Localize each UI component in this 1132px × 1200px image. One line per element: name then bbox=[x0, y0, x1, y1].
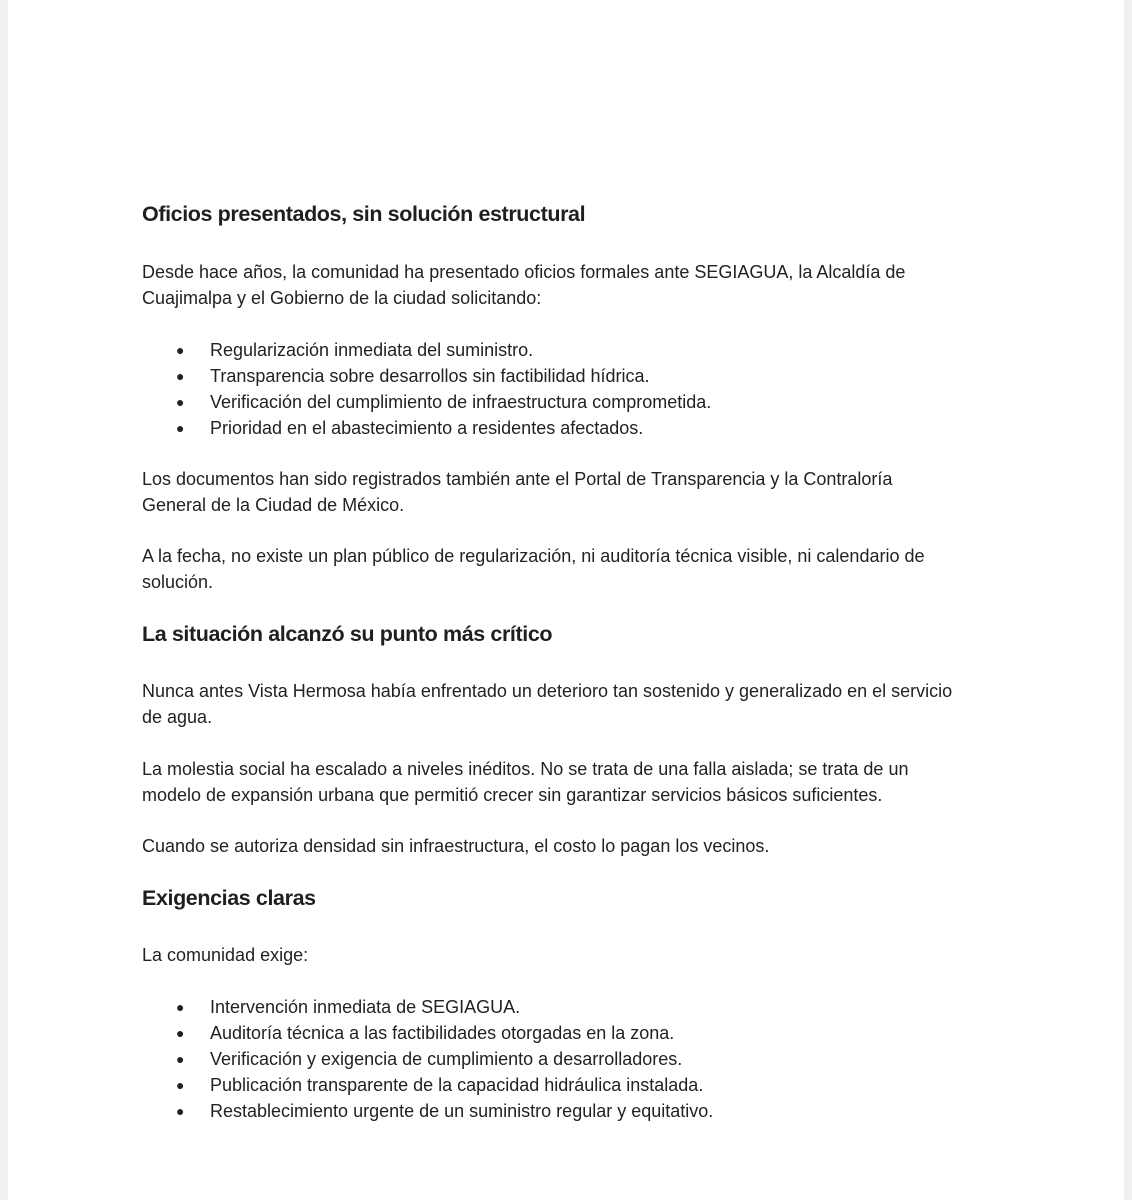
bullet-icon: ● bbox=[176, 368, 185, 384]
list-item: ● Verificación del cumplimiento de infraestructura comprometida. bbox=[142, 389, 711, 415]
heading-oficios-presentados: Oficios presentados, sin solución estructural bbox=[142, 202, 586, 226]
bullet-icon: ● bbox=[176, 1077, 185, 1093]
list-item: ● Intervención inmediata de SEGIAGUA. bbox=[142, 994, 713, 1020]
list-item: ● Publicación transparente de la capacidad hidráulica instalada. bbox=[142, 1072, 713, 1098]
bullet-icon: ● bbox=[176, 1051, 185, 1067]
paragraph-intro-line-1: Desde hace años, la comunidad ha presentado oficios formales ante SEGIAGUA, la Alcaldía de bbox=[142, 262, 906, 282]
bullet-icon: ● bbox=[176, 999, 185, 1015]
paragraph-registrados-line-2: General de la Ciudad de México. bbox=[142, 495, 405, 515]
paragraph-nunca-antes-line-1: Nunca antes Vista Hermosa había enfrentado un deterioro tan sostenido y generalizado en el servicio bbox=[142, 681, 953, 701]
document-page bbox=[8, 0, 1124, 1200]
paragraph-comunidad-exige: La comunidad exige: bbox=[142, 945, 309, 965]
paragraph-molestia-social-line-1: La molestia social ha escalado a niveles inéditos. No se trata de una falla aislada; se trata de un bbox=[142, 759, 909, 779]
list-item: ● Prioridad en el abastecimiento a residentes afectados. bbox=[142, 415, 711, 441]
list-item: ● Auditoría técnica a las factibilidades otorgadas en la zona. bbox=[142, 1020, 713, 1046]
paragraph-molestia-social bbox=[142, 756, 908, 808]
paragraph-a-la-fecha-line-2: solución. bbox=[142, 572, 214, 592]
list-item: ● Verificación y exigencia de cumplimiento a desarrolladores. bbox=[142, 1046, 713, 1072]
paragraph-registrados bbox=[142, 466, 892, 518]
demands-list bbox=[142, 994, 713, 1124]
paragraph-molestia-social-line-2: modelo de expansión urbana que permitió crecer sin garantizar servicios básicos suficientes. bbox=[142, 785, 883, 805]
request-list bbox=[142, 337, 711, 441]
paragraph-densidad: Cuando se autoriza densidad sin infraestructura, el costo lo pagan los vecinos. bbox=[142, 836, 770, 856]
bullet-icon: ● bbox=[176, 1025, 185, 1041]
paragraph-nunca-antes-line-2: de agua. bbox=[142, 707, 213, 727]
bullet-icon: ● bbox=[176, 342, 185, 358]
heading-exigencias-claras: Exigencias claras bbox=[142, 886, 316, 910]
paragraph-nunca-antes bbox=[142, 678, 952, 730]
paragraph-intro bbox=[142, 259, 905, 311]
paragraph-a-la-fecha bbox=[142, 543, 925, 595]
list-item: ● Restablecimiento urgente de un suministro regular y equitativo. bbox=[142, 1098, 713, 1124]
list-item: ● Regularización inmediata del suministro. bbox=[142, 337, 711, 363]
list-item: ● Transparencia sobre desarrollos sin factibilidad hídrica. bbox=[142, 363, 711, 389]
paragraph-intro-line-2: Cuajimalpa y el Gobierno de la ciudad solicitando: bbox=[142, 288, 542, 308]
bullet-icon: ● bbox=[176, 394, 185, 410]
bullet-icon: ● bbox=[176, 1103, 185, 1119]
heading-situacion-critica: La situación alcanzó su punto más crítico bbox=[142, 622, 553, 646]
paragraph-a-la-fecha-line-1: A la fecha, no existe un plan público de regularización, ni auditoría técnica visible, ni calendario de bbox=[142, 546, 925, 566]
bullet-icon: ● bbox=[176, 420, 185, 436]
paragraph-registrados-line-1: Los documentos han sido registrados también ante el Portal de Transparencia y la Contraloría bbox=[142, 469, 893, 489]
